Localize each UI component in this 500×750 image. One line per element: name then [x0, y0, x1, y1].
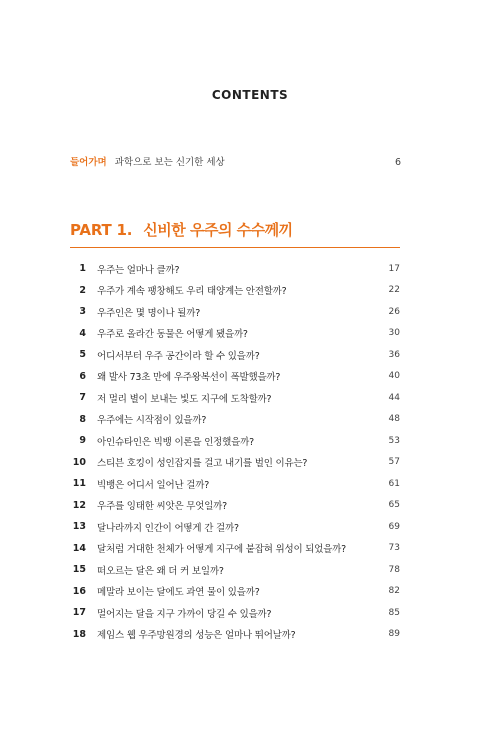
toc-entry[interactable] [70, 280, 400, 302]
entry-number: 11 [72, 478, 86, 490]
toc-entry[interactable] [70, 516, 400, 538]
entry-title: 빅뱅은 어디서 일어난 걸까? [97, 479, 210, 491]
entry-page-number: 69 [388, 521, 400, 532]
entry-title: 우주로 올라간 동물은 어떻게 됐을까? [97, 329, 248, 341]
entry-page-number: 44 [388, 392, 400, 403]
part-divider [70, 247, 400, 248]
entry-number: 9 [79, 435, 86, 447]
toc-entry[interactable] [70, 473, 400, 495]
entry-page-number: 26 [388, 306, 400, 317]
entry-page-number: 22 [388, 285, 400, 296]
entry-title: 저 멀리 별이 보내는 빛도 지구에 도착할까? [97, 393, 272, 405]
entry-title: 스티븐 호킹이 성인잡지를 걸고 내기를 벌인 이유는? [97, 458, 308, 470]
page-title: CONTENTS [211, 88, 289, 102]
entry-number: 3 [79, 306, 86, 318]
toc-entry[interactable] [70, 344, 400, 366]
entry-number: 18 [72, 628, 86, 640]
entry-title: 아인슈타인은 빅뱅 이론을 인정했을까? [97, 436, 254, 448]
entry-page-number: 61 [388, 478, 400, 489]
entry-title: 우주가 계속 팽창해도 우리 태양계는 안전할까? [97, 286, 287, 298]
entry-page-number: 48 [388, 414, 400, 425]
intro-entry[interactable] [70, 154, 401, 168]
entry-title: 우주에는 시작점이 있을까? [97, 415, 207, 427]
entry-title: 우주인은 몇 명이나 될까? [97, 307, 201, 319]
entry-title: 어디서부터 우주 공간이라 할 수 있을까? [97, 350, 260, 362]
toc-entry[interactable] [70, 323, 400, 345]
entry-page-number: 78 [388, 564, 400, 575]
toc-entry[interactable] [70, 258, 400, 280]
toc-entry[interactable] [70, 581, 400, 603]
entry-number: 14 [72, 542, 86, 554]
entry-page-number: 57 [388, 457, 400, 468]
entry-title: 달나라까지 인간이 어떻게 간 걸까? [97, 522, 239, 534]
intro-title: 과학으로 보는 신기한 세상 [114, 157, 225, 168]
intro-tag: 들어가며 [70, 157, 107, 168]
entry-page-number: 89 [388, 629, 400, 640]
entry-page-number: 53 [388, 435, 400, 446]
entry-page-number: 65 [388, 500, 400, 511]
toc-entry[interactable] [70, 452, 400, 474]
entry-page-number: 36 [388, 349, 400, 360]
entry-number: 15 [72, 564, 86, 576]
entry-number: 17 [72, 607, 86, 619]
entry-number: 5 [79, 349, 86, 361]
part-title: 신비한 우주의 수수께끼 [143, 221, 293, 239]
entry-page-number: 30 [388, 328, 400, 339]
toc-entry[interactable] [70, 387, 400, 409]
entry-number: 2 [79, 284, 86, 296]
entry-page-number: 40 [388, 371, 400, 382]
entry-number: 10 [72, 456, 86, 468]
entry-number: 6 [79, 370, 86, 382]
toc-entry[interactable] [70, 495, 400, 517]
entry-page-number: 85 [388, 607, 400, 618]
entry-number: 8 [79, 413, 86, 425]
entry-number: 16 [72, 585, 86, 597]
part-heading [70, 219, 293, 240]
toc-entry[interactable] [70, 559, 400, 581]
entry-title: 메말라 보이는 달에도 과연 물이 있을까? [97, 587, 260, 599]
entry-page-number: 73 [388, 543, 400, 554]
intro-page-number: 6 [394, 157, 401, 168]
toc-list [70, 258, 400, 645]
entry-title: 우주는 얼마나 클까? [97, 264, 180, 276]
toc-entry[interactable] [70, 624, 400, 646]
entry-number: 4 [79, 327, 86, 339]
entry-page-number: 82 [388, 586, 400, 597]
toc-entry[interactable] [70, 366, 400, 388]
entry-title: 제임스 웹 우주망원경의 성능은 얼마나 뛰어날까? [97, 630, 296, 642]
entry-title: 멀어지는 달을 지구 가까이 당길 수 있을까? [97, 608, 272, 620]
toc-entry[interactable] [70, 409, 400, 431]
entry-title: 달처럼 거대한 천체가 어떻게 지구에 붙잡혀 위성이 되었을까? [97, 544, 347, 556]
entry-title: 우주를 잉태한 씨앗은 무엇일까? [97, 501, 228, 513]
toc-entry[interactable] [70, 301, 400, 323]
entry-title: 떠오르는 달은 왜 더 커 보일까? [97, 565, 224, 577]
entry-number: 12 [72, 499, 86, 511]
entry-title: 왜 발사 73초 만에 우주왕복선이 폭발했을까? [97, 372, 281, 384]
entry-number: 13 [72, 521, 86, 533]
entry-number: 7 [79, 392, 86, 404]
toc-entry[interactable] [70, 430, 400, 452]
part-number: PART 1. [70, 221, 133, 239]
entry-number: 1 [79, 263, 86, 275]
toc-entry[interactable] [70, 602, 400, 624]
entry-page-number: 17 [388, 263, 400, 274]
toc-entry[interactable] [70, 538, 400, 560]
